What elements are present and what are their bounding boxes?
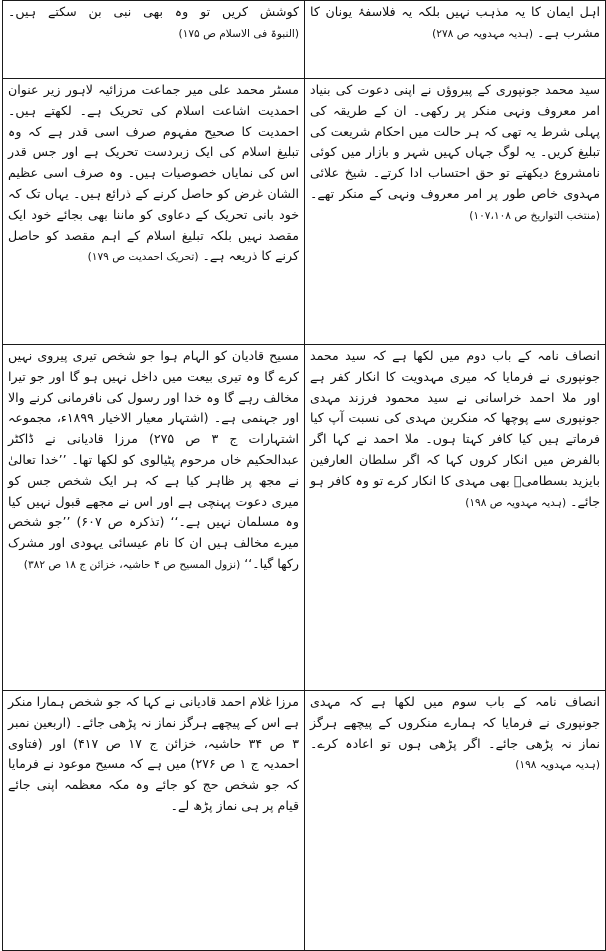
- qadiani-cell: [3, 1, 305, 79]
- cell-text: مسٹر محمد علی میر جماعت مرزائیہ لاہور زیر عنوان احمدیت اشاعت اسلام کی تحریک ہے۔ لکھتے ہیں۔ احمدیت کا صحیح مفہوم صرف اسی قدر ہے کہ وہ تبلیغ اسلام کی ایک زبردست تحریک ہے اور جس قدر اس کی نمایاں خصوصیات ہیں۔ وہ صرف اسی عظیم الشان غرض کو حاصل کرنے کے ذرائع ہیں۔ یہاں تک کہ خود بانی تحریک کے دعاوی کو ماننا بھی بجائے خود ایک مقصد نہیں بلکہ تبلیغ اسلام کے اہم مقصد کو حاصل کرنے کا ذریعہ ہے۔: [8, 82, 299, 264]
- table-row: [3, 1, 606, 79]
- citation: (منتخب التواریخ ص ۱۰۷،۱۰۸): [469, 209, 600, 222]
- cell-text: انصاف نامہ کے باب سوم میں لکھا ہے کہ مہدی جونپوری نے فرمایا کہ ہمارے منکروں کے پیچھے ہرگز نماز نہ پڑھی جائے۔ اگر پڑھی ہوں تو اعادہ کرے۔: [310, 694, 600, 751]
- citation: (تحریک احمدیت ص ۱۷۹): [87, 251, 199, 264]
- mahdavi-cell: [305, 691, 606, 951]
- table-row: [3, 79, 606, 345]
- table-row: [3, 691, 606, 951]
- citation: (ہدیہ مہدویہ ۱۹۸): [515, 759, 600, 772]
- cell-text: کوشش کریں تو وہ بھی نبی بن سکتے ہیں۔: [8, 4, 299, 19]
- mahdavi-cell: [305, 79, 606, 345]
- cell-text: مسیح قادیان کو الہام ہوا جو شخص تیری پیروی نہیں کرے گا وہ تیری بیعت میں داخل نہیں ہو گا اور جو تیرا مخالف رہے گا وہ خدا اور رسول کی نافرمانی کرنے والا اور جہنمی ہے۔ (اشتہار معیار الاخیار ۱۸۹۹ء، مجموعہ اشتہارات ج ۳ ص ۲۷۵) مرزا قادیانی نے ڈاکٹر عبدالحکیم خاں مرحوم پٹیالوی کو لکھا تھا۔ ’’خدا تعالیٰ نے مجھ پر ظاہر کیا ہے کہ ہر ایک شخص جس کو میری دعوت پہنچی ہے اور اس نے مجھے قبول نہیں کیا وہ مسلمان نہیں ہے۔‘‘ (تذکرہ ص ۶۰۷) ’’جو شخص میرے مخالف ہیں ان کا نام عیسائی یہودی اور مشرک رکھا گیا۔‘‘: [8, 348, 299, 571]
- cell-text: اہل ایمان کا یہ مذہب نہیں بلکہ یہ فلاسفۂ یونان کا مشرب ہے۔: [310, 4, 600, 40]
- cell-text: سید محمد جونپوری کے پیروؤں نے اپنی دعوت کی بنیاد امر معروف ونہی منکر پر رکھی۔ ان کے طریقہ کی پہلی شرط یہ تھی کہ ہر حالت میں احکام شریعت کی تبلیغ کریں۔ یہ لوگ جہاں کہیں شہر و بازار میں کوئی نامشروع دیکھتے تو حق احتساب ادا کرتے۔ شیخ علائی مہدوی خاص طور پر امر معروف ونہی کے منکر تھے۔: [310, 82, 600, 201]
- qadiani-cell: [3, 691, 305, 951]
- cell-text: مرزا غلام احمد قادیانی نے کہا کہ جو شخص ہمارا منکر ہے اس کے پیچھے ہرگز نماز نہ پڑھی جائے۔ (اربعین نمبر ۳ ص ۳۴ حاشیہ، خزائن ج ۱۷ ص ۴۱۷) اور (فتاوی احمدیہ ج ۱ ص ۲۷۶) میں ہے کہ مسیح موعود نے فرمایا کہ جو شخص حج کو جائے وہ مکہ معظمہ اپنی جائے قیام پر ہی نماز پڑھ لے۔: [8, 694, 300, 813]
- citation: (نزول المسیح ص ۴ حاشیہ، خزائن ج ۱۸ ص ۳۸۲): [23, 558, 241, 571]
- qadiani-cell: [3, 79, 305, 345]
- table-row: [3, 345, 606, 691]
- qadiani-cell: [3, 345, 305, 691]
- mahdavi-cell: [305, 345, 606, 691]
- mahdavi-cell: [305, 1, 606, 79]
- cell-text: انصاف نامہ کے باب دوم میں لکھا ہے کہ سید محمد جونپوری نے فرمایا کہ میری مہدویت کا انکار کفر ہے اور ملا احمد خراسانی نے سید محمود فرزند مہدی جونپوری سے پوچھا کہ منکرین مہدی کی نسبت آپ کیا فرماتے ہیں کیا کافر کہتا ہوں۔ ملا احمد نے کہا اگر بالفرض میں انکار کروں کہا کہ اگر سلطان العارفین بایزید بسطامیؒ بھی مہدی کا انکار کرے تو وہ کافر ہو جائے۔: [310, 348, 600, 509]
- citation: (ہدیہ مہدویہ ص ۲۷۸): [432, 27, 534, 40]
- citation: (النبوۃ فی الاسلام ص ۱۷۵): [178, 27, 299, 40]
- comparison-table: [2, 0, 606, 951]
- citation: (ہدیہ مہدویہ ص ۱۹۸): [465, 496, 567, 509]
